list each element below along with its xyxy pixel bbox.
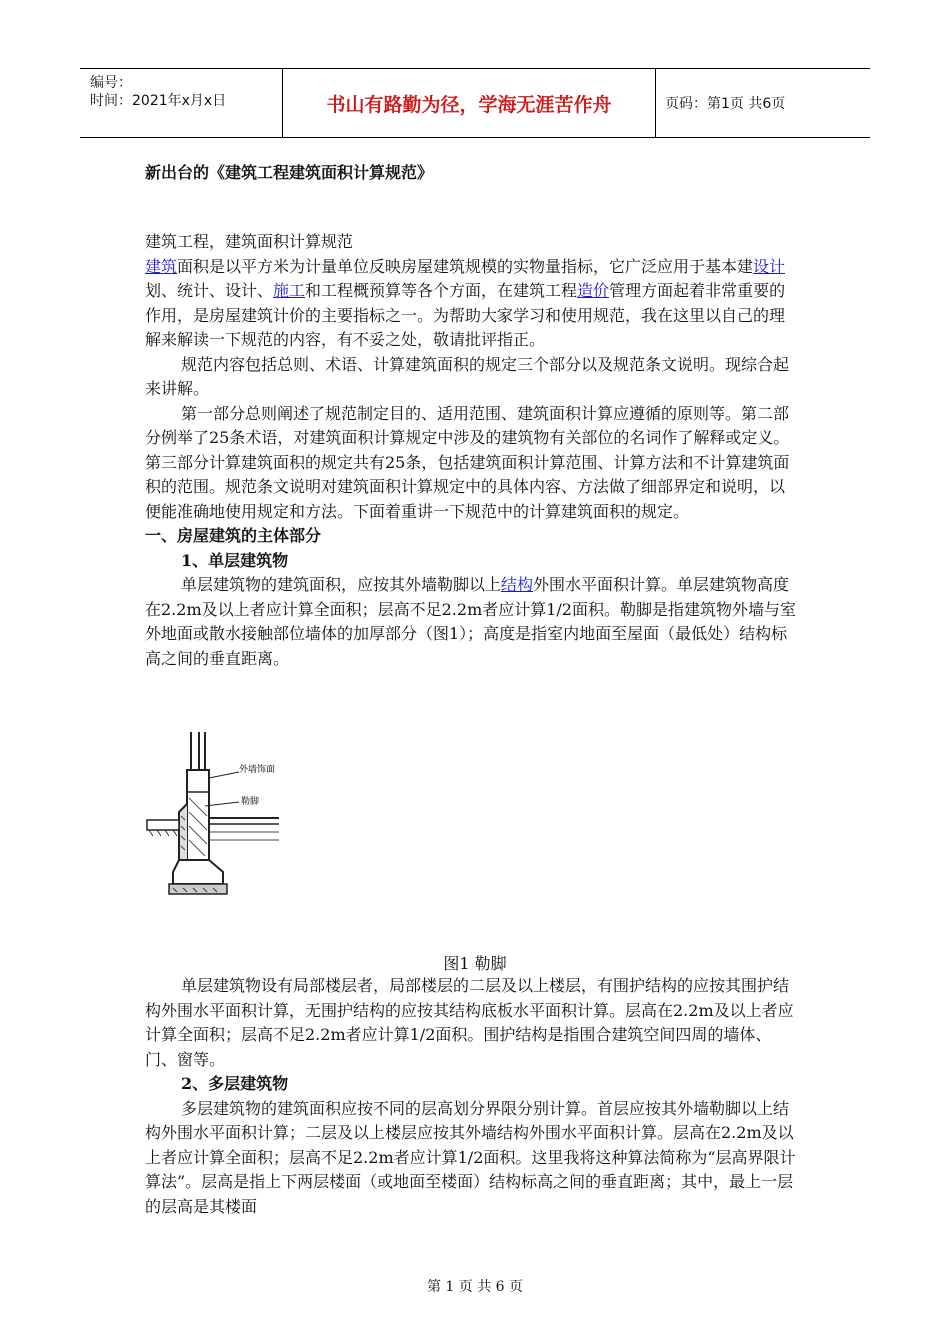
document-body <box>145 230 800 671</box>
subtitle-paragraph: 建筑工程，建筑面积计算规范 <box>145 232 354 251</box>
link-jianzhu[interactable]: 建筑 <box>145 256 178 276</box>
intro-paragraph <box>145 255 800 353</box>
intro-text-2: 划、统计、设计、 <box>145 281 274 300</box>
intro-text-4: 管理方面起着非常重要的作用，是房屋建筑计价的主要指标之一。为帮助大家学习和使用规范，我在这里以自己的理解来解读一下规范的内容，有不妥之处，敬请批评指正。 <box>145 281 786 349</box>
link-jiegou[interactable]: 结构 <box>501 575 534 594</box>
figure-caption: 图1 勒脚 <box>443 954 507 973</box>
intro-text-1: 面积是以平方米为计量单位反映房屋建筑规模的实物量指标，它广泛应用于基本建 <box>177 256 754 276</box>
intro-text-3: 和工程概预算等各个方面，在建筑工程 <box>305 281 578 300</box>
plinth-drawing <box>143 732 283 900</box>
document-body-continued <box>145 974 800 1219</box>
link-sheji[interactable]: 设计 <box>753 256 786 276</box>
heading-single-storey: 1、单层建筑物 <box>181 550 289 570</box>
label-wall-finish: 外墙饰面 <box>239 765 276 775</box>
single-storey-text-2: 外围水平面积计算。单层建筑物高度在2.2m及以上者应计算全面积；层高不足2.2m者应计算1/2面积。勒脚是指建筑物外墙与室外地面或散水接触部位墙体的加厚部分（图1）；高度是指室内地面至屋面（最低处）结构标高之间的垂直距离。 <box>145 575 796 668</box>
link-shigong[interactable]: 施工 <box>273 281 306 300</box>
single-storey-text-1: 单层建筑物的建筑面积，应按其外墙勒脚以上 <box>181 575 502 594</box>
paragraph-multi-storey: 多层建筑物的建筑面积应按不同的层高划分界限分别计算。首层应按其外墙勒脚以上结构外围水平面积计算；二层及以上楼层应按其外墙结构外围水平面积计算。层高在2.2m及以上者应计算全面积；层高不足2.2m者应计算1/2面积。这里我将这种算法简称为“层高界限计算法”。层高是指上下两层楼面（或地面至楼面）结构标高之间的垂直距离；其中，最上一层的层高是其楼面 <box>145 1098 796 1216</box>
heading-multi-storey: 2、多层建筑物 <box>181 1074 289 1093</box>
page-footer: 第 1 页 共 6 页 <box>426 1279 524 1295</box>
header-meta-cell <box>80 69 282 137</box>
motto: 书山有路勤为径，学海无涯苦作舟 <box>282 69 656 137</box>
paragraph-scope: 规范内容包括总则、术语、计算建筑面积的规定三个部分以及规范条文说明。现综合起来讲解。 <box>145 354 790 398</box>
paragraph-parts: 第一部分总则阐述了规范制定目的、适用范围、建筑面积计算应遵循的原则等。第二部分例举了25条术语，对建筑面积计算规定中涉及的建筑物有关部位的名词作了解释或定义。第三部分计算建筑面积的规定共有25条，包括建筑面积计算范围、计算方法和不计算建筑面积的范围。规范条文说明对建筑面积计算规定中的具体内容、方法做了细部界定和说明，以便能准确地使用规定和方法。下面着重讲一下规范中的计算建筑面积的规定。 <box>145 403 790 521</box>
paragraph-single-storey <box>145 573 800 671</box>
page-info: 页码：第1页 共6页 <box>665 96 786 112</box>
figure-plinth-diagram <box>143 732 283 900</box>
paragraph-partial-floors: 单层建筑物设有局部楼层者，局部楼层的二层及以上楼层，有围护结构的应按其围护结构外围水平面积计算，无围护结构的应按其结构底板水平面积计算。层高在2.2m及以上者应计算全面积；层高不足2.2m者应计算1/2面积。围护结构是指围合建筑空间四周的墙体、门、窗等。 <box>145 976 794 1069</box>
number-label: 编号： <box>90 75 132 91</box>
header-table <box>80 68 870 138</box>
heading-main-part: 一、房屋建筑的主体部分 <box>145 526 322 545</box>
label-plinth: 勒脚 <box>241 797 260 807</box>
document-title: 新出台的《建筑工程建筑面积计算规范》 <box>145 163 434 182</box>
date-label: 时间：2021年x月x日 <box>90 93 227 109</box>
link-zaojia[interactable]: 造价 <box>577 281 610 300</box>
